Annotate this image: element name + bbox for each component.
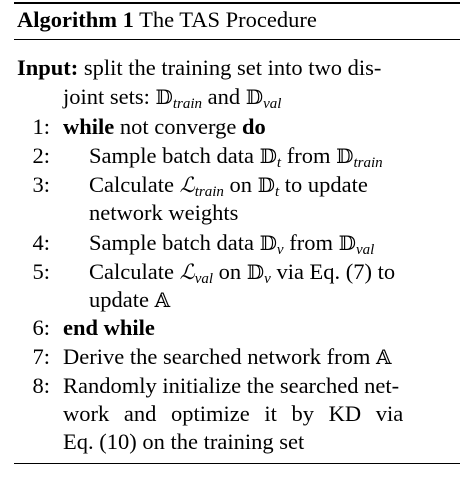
subscript: t: [276, 155, 282, 171]
step-6: [63, 314, 155, 342]
step-8-line-1: Randomly initialize the searched net-: [63, 373, 400, 398]
step-4-pre: Sample batch data: [89, 230, 254, 255]
step-1-text: not converge: [119, 114, 237, 139]
step-2-mid: from: [286, 143, 331, 168]
dataset-symbol: 𝔻: [336, 144, 354, 168]
algorithm-header: [17, 6, 317, 34]
keyword-do: do: [241, 114, 266, 139]
step-5-cont-text: update: [89, 287, 149, 312]
input-line-1: [17, 54, 381, 82]
keyword-while: while: [63, 114, 115, 139]
subscript: train: [353, 155, 383, 171]
step-4-mid: from: [289, 230, 333, 255]
step-number: 6:: [32, 315, 50, 340]
step-5-post: via Eq. (7) to: [276, 259, 396, 284]
loss-symbol: ℒ: [179, 260, 195, 284]
step-number: 8:: [32, 373, 50, 398]
loss-symbol: ℒ: [179, 173, 195, 197]
input-label: Input:: [17, 55, 79, 80]
step-3-pre: Calculate: [89, 172, 174, 197]
subscript: t: [275, 184, 280, 200]
subscript: train: [194, 184, 224, 200]
step-3-post: to update: [284, 172, 368, 197]
dataset-symbol: 𝔻: [338, 231, 356, 255]
subscript: val: [263, 96, 282, 112]
keyword-end-while: end while: [63, 315, 155, 340]
subscript: val: [194, 271, 214, 287]
step-number: 5:: [32, 259, 50, 284]
step-8-line-3: Eq. (10) on the training set: [63, 429, 305, 454]
and-word: and: [207, 84, 241, 109]
dataset-symbol: 𝔻: [246, 260, 265, 284]
step-7-text: Derive the searched network from: [63, 344, 371, 369]
subscript: v: [264, 271, 271, 287]
step-5-pre: Calculate: [89, 259, 174, 284]
step-3-mid: on: [229, 172, 253, 197]
dataset-symbol: 𝔻: [155, 85, 173, 109]
step-number: 3:: [32, 172, 50, 197]
dataset-symbol: 𝔻: [245, 85, 264, 109]
algorithm-title: The TAS Procedure: [139, 7, 317, 32]
step-number: 1:: [32, 114, 50, 139]
step-5-mid: on: [218, 259, 242, 284]
step-7: [63, 343, 392, 371]
dataset-symbol: 𝔻: [257, 173, 275, 197]
step-number: 7:: [32, 344, 50, 369]
dataset-symbol: 𝔻: [259, 231, 277, 255]
input-text-1: split the training set into two dis-: [83, 55, 382, 80]
subscript: val: [355, 242, 375, 258]
step-2-pre: Sample batch data: [89, 143, 254, 168]
header-rule: [14, 39, 460, 40]
algorithm-label: Algorithm 1: [17, 7, 134, 32]
step-number: 4:: [32, 230, 50, 255]
step-1: [63, 113, 266, 141]
step-number: 2:: [32, 143, 50, 168]
architecture-symbol: 𝔸: [154, 288, 171, 312]
dataset-symbol: 𝔻: [259, 144, 277, 168]
architecture-symbol: 𝔸: [376, 345, 392, 369]
step-5-cont: [89, 286, 170, 314]
bottom-rule: [14, 463, 460, 464]
subscript: v: [276, 242, 284, 258]
step-3-cont: network weights: [89, 200, 239, 225]
subscript: train: [172, 96, 203, 112]
top-rule: [14, 2, 460, 4]
step-8-line-2: work and optimize it by KD via: [63, 401, 404, 426]
input-text-2: joint sets:: [63, 84, 150, 109]
